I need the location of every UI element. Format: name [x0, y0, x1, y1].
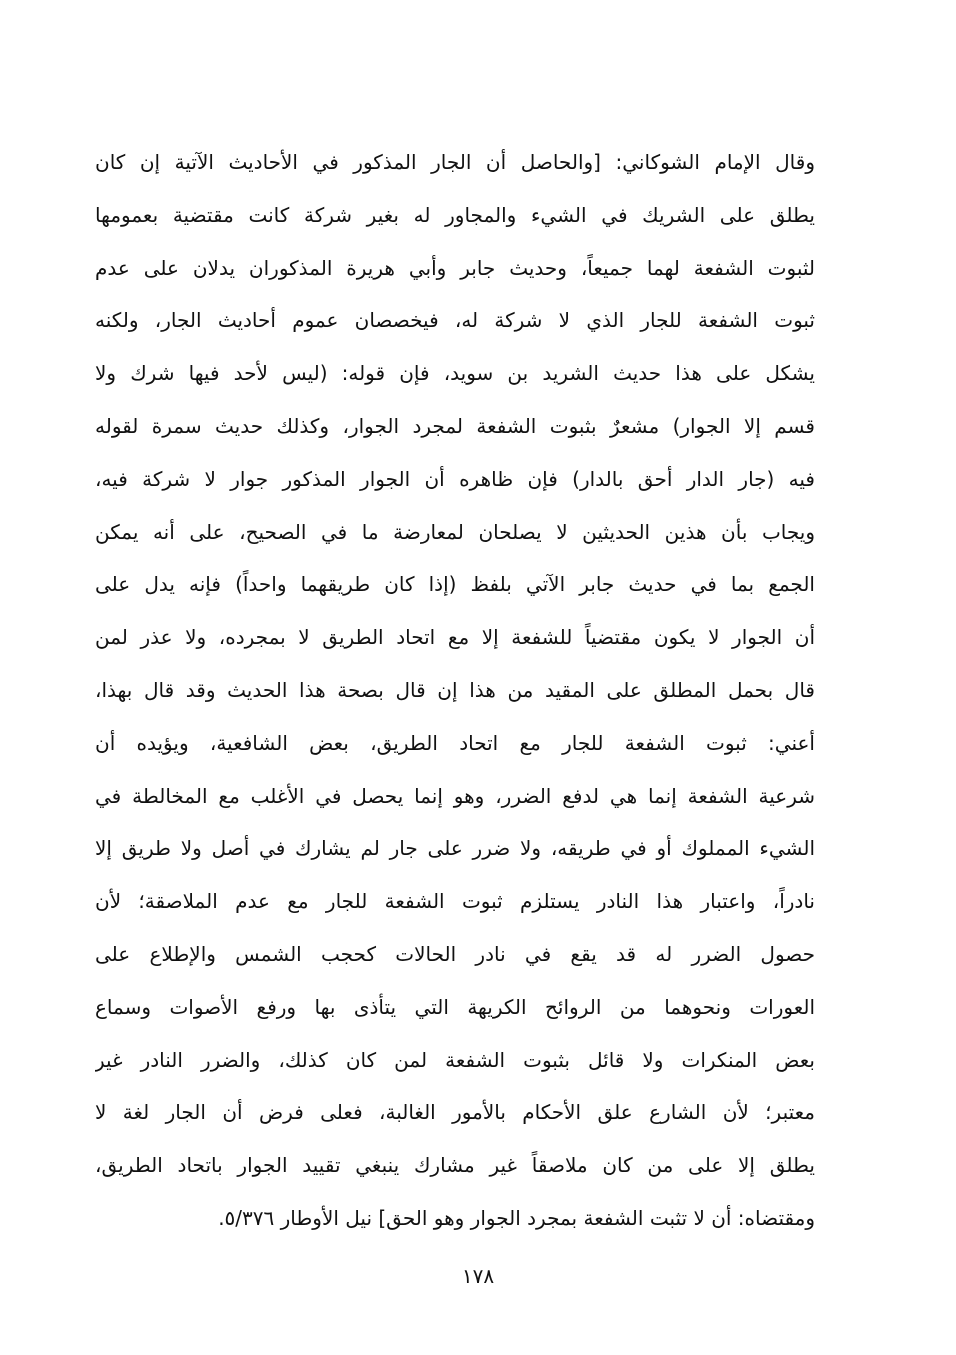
text-line: قال بحمل المطلق على المقيد من هذا إن قال بصحة هذا الحديث وقد قال بهذا،	[95, 677, 815, 702]
text-line: الجمع بما في حديث جابر الآتي بلفظ (إذا كان طريقهما واحداً) فإنه يدل على	[95, 572, 815, 597]
text-line: شرعية الشفعة إنما هي لدفع الضرر، وهو إنما يحصل في الأغلب مع المخالطة في	[95, 783, 815, 808]
text-line: يشكل على هذا حديث الشريد بن سويد، فإن قوله: (ليس لأحد فيها شرك ولا	[95, 361, 815, 386]
text-line: معتبر؛ لأن الشارع علق الأحكام بالأمور الغالبة، فعلى فرض أن الجار لغة لا	[95, 1100, 815, 1125]
text-line: فيه (جار الدار أحق بالدار) فإن ظاهره أن الجوار المذكور جوار لا شركة فيه،	[95, 466, 815, 491]
text-line: العورات ونحوهما من الروائح الكريهة التي يتأذى بها ورفع الأصوات وسماع	[95, 994, 815, 1019]
page-number: ١٧٨	[461, 1264, 495, 1288]
text-line: لثبوت الشفعة لهما جميعاً، وحديث جابر وأبي هريرة المذكوران يدلان على عدم	[95, 255, 815, 280]
text-line: بعض المنكرات ولا قائل بثبوت الشفعة لمن كان كذلك، والضرر النادر غير	[95, 1047, 815, 1072]
text-line: ثبوت الشفعة للجار الذي لا شركة له، فيخصصان عموم أحاديث الجار، ولكنه	[95, 308, 815, 333]
text-line: وقال الإمام الشوكاني: [والحاصل أن الجار المذكور في الأحاديث الآتية إن كان	[95, 150, 815, 174]
text-line: يطلق إلا على من كان ملاصقاً غير مشارك ينبغي تقييد الجوار باتحاد الطريق،	[95, 1153, 815, 1178]
text-line: أعني: ثبوت الشفعة للجار مع اتحاد الطريق، بعض الشافعية، ويؤيده أن	[95, 730, 815, 755]
text-line: قسم إلا الجوار) مشعرٌ بثبوت الشفعة لمجرد الجوار، وكذلك حديث سمرة لقوله	[95, 413, 815, 438]
text-line: أن الجوار لا يكون مقتضياً للشفعة إلا مع اتحاد الطريق لا بمجرده، ولا عذر لمن	[95, 625, 815, 650]
text-line: يطلق على الشريك في الشيء والمجاور له بغير شركة كانت مقتضية بعمومها	[95, 202, 815, 227]
text-line-last: ومقتضاه: أن لا تثبت الشفعة بمجرد الجوار وهو الحق] نيل الأوطار ٥/٣٧٦.	[218, 1205, 815, 1230]
body-text	[95, 136, 815, 1245]
text-line: نادراً، واعتبار هذا النادر يستلزم ثبوت الشفعة للجار مع عدم الملاصقة؛ لأن	[95, 889, 815, 914]
text-line: حصول الضرر له قد يقع في نادر الحالات كحجب الشمس والإطلاع على	[95, 941, 815, 966]
text-line: ويجاب بأن هذين الحديثين لا يصلحان لمعارضة ما في الصحيح، على أنه يمكن	[95, 519, 815, 544]
text-line: الشيء المملوك أو في طريقه، ولا ضرر على جار لم يشارك في أصل ولا طريق إلا	[95, 836, 815, 861]
